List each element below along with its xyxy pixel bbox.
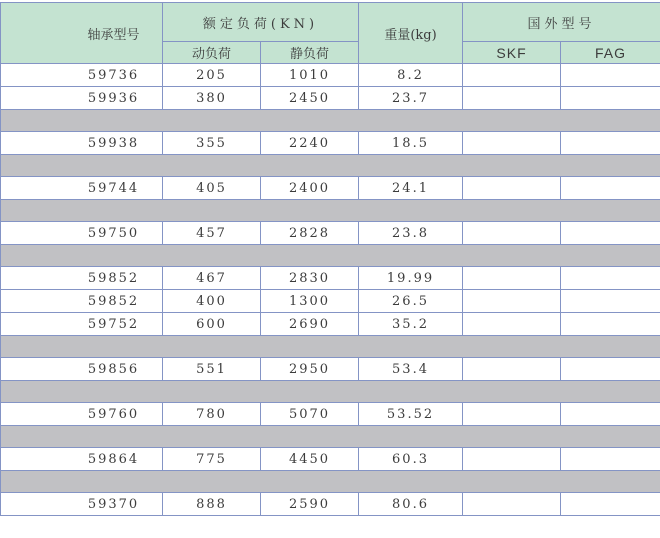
cell-weight: 26.5 bbox=[359, 290, 463, 313]
separator-row bbox=[1, 200, 660, 222]
table-row bbox=[1, 448, 660, 471]
header-dynamic-load: 动负荷 bbox=[163, 42, 261, 64]
table-row bbox=[1, 132, 660, 155]
cell-static-load: 2828 bbox=[261, 222, 359, 245]
table-row bbox=[1, 177, 660, 200]
cell-model: 59936 bbox=[1, 87, 163, 110]
cell-dynamic-load: 457 bbox=[163, 222, 261, 245]
cell-fag bbox=[561, 290, 660, 313]
cell-skf bbox=[463, 87, 561, 110]
table-row bbox=[1, 64, 660, 87]
table-row bbox=[1, 313, 660, 336]
table-row bbox=[1, 493, 660, 516]
bearing-spec-table bbox=[0, 2, 660, 516]
cell-skf bbox=[463, 290, 561, 313]
cell-skf bbox=[463, 267, 561, 290]
cell-static-load: 1300 bbox=[261, 290, 359, 313]
table-row bbox=[1, 290, 660, 313]
cell-model: 59852 bbox=[1, 267, 163, 290]
cell-dynamic-load: 888 bbox=[163, 493, 261, 516]
cell-fag bbox=[561, 64, 660, 87]
separator-band bbox=[1, 155, 660, 177]
cell-model: 59736 bbox=[1, 64, 163, 87]
separator-band bbox=[1, 471, 660, 493]
cell-static-load: 2830 bbox=[261, 267, 359, 290]
cell-static-load: 1010 bbox=[261, 64, 359, 87]
header-foreign-model: 国外型号 bbox=[463, 3, 660, 42]
cell-static-load: 4450 bbox=[261, 448, 359, 471]
cell-static-load: 2950 bbox=[261, 358, 359, 381]
cell-weight: 35.2 bbox=[359, 313, 463, 336]
separator-band bbox=[1, 381, 660, 403]
separator-band bbox=[1, 336, 660, 358]
separator-row bbox=[1, 426, 660, 448]
cell-skf bbox=[463, 313, 561, 336]
cell-dynamic-load: 780 bbox=[163, 403, 261, 426]
cell-fag bbox=[561, 267, 660, 290]
separator-row bbox=[1, 471, 660, 493]
cell-model: 59744 bbox=[1, 177, 163, 200]
cell-weight: 8.2 bbox=[359, 64, 463, 87]
cell-static-load: 2450 bbox=[261, 87, 359, 110]
table-row bbox=[1, 222, 660, 245]
table-row bbox=[1, 358, 660, 381]
cell-model: 59852 bbox=[1, 290, 163, 313]
separator-row bbox=[1, 155, 660, 177]
cell-skf bbox=[463, 358, 561, 381]
cell-dynamic-load: 405 bbox=[163, 177, 261, 200]
cell-dynamic-load: 467 bbox=[163, 267, 261, 290]
cell-dynamic-load: 380 bbox=[163, 87, 261, 110]
cell-model: 59370 bbox=[1, 493, 163, 516]
cell-dynamic-load: 205 bbox=[163, 64, 261, 87]
cell-weight: 23.7 bbox=[359, 87, 463, 110]
cell-skf bbox=[463, 403, 561, 426]
cell-weight: 60.3 bbox=[359, 448, 463, 471]
cell-fag bbox=[561, 177, 660, 200]
cell-weight: 53.52 bbox=[359, 403, 463, 426]
cell-weight: 80.6 bbox=[359, 493, 463, 516]
cell-dynamic-load: 400 bbox=[163, 290, 261, 313]
cell-static-load: 2590 bbox=[261, 493, 359, 516]
cell-static-load: 2690 bbox=[261, 313, 359, 336]
cell-weight: 19.99 bbox=[359, 267, 463, 290]
table-row bbox=[1, 267, 660, 290]
separator-row bbox=[1, 110, 660, 132]
cell-dynamic-load: 551 bbox=[163, 358, 261, 381]
separator-row bbox=[1, 336, 660, 358]
table-row bbox=[1, 87, 660, 110]
cell-dynamic-load: 355 bbox=[163, 132, 261, 155]
cell-weight: 18.5 bbox=[359, 132, 463, 155]
separator-row bbox=[1, 381, 660, 403]
cell-fag bbox=[561, 358, 660, 381]
table-body bbox=[1, 64, 660, 516]
header-static-load: 静负荷 bbox=[261, 42, 359, 64]
cell-model: 59938 bbox=[1, 132, 163, 155]
cell-skf bbox=[463, 132, 561, 155]
cell-static-load: 2400 bbox=[261, 177, 359, 200]
separator-row bbox=[1, 245, 660, 267]
cell-model: 59856 bbox=[1, 358, 163, 381]
header-fag: FAG bbox=[561, 42, 660, 64]
cell-dynamic-load: 600 bbox=[163, 313, 261, 336]
cell-fag bbox=[561, 493, 660, 516]
header-skf: SKF bbox=[463, 42, 561, 64]
cell-fag bbox=[561, 132, 660, 155]
cell-skf bbox=[463, 64, 561, 87]
separator-band bbox=[1, 200, 660, 222]
cell-skf bbox=[463, 222, 561, 245]
table-header bbox=[1, 3, 660, 64]
separator-band bbox=[1, 110, 660, 132]
cell-dynamic-load: 775 bbox=[163, 448, 261, 471]
cell-skf bbox=[463, 177, 561, 200]
cell-static-load: 5070 bbox=[261, 403, 359, 426]
cell-fag bbox=[561, 448, 660, 471]
separator-band bbox=[1, 426, 660, 448]
table-row bbox=[1, 403, 660, 426]
cell-skf bbox=[463, 448, 561, 471]
separator-band bbox=[1, 245, 660, 267]
cell-static-load: 2240 bbox=[261, 132, 359, 155]
cell-model: 59750 bbox=[1, 222, 163, 245]
cell-fag bbox=[561, 403, 660, 426]
header-bearing-model: 轴承型号 bbox=[1, 3, 163, 64]
header-weight: 重量(kg) bbox=[359, 3, 463, 64]
cell-model: 59752 bbox=[1, 313, 163, 336]
header-row-top bbox=[1, 3, 660, 42]
cell-skf bbox=[463, 493, 561, 516]
cell-weight: 24.1 bbox=[359, 177, 463, 200]
cell-fag bbox=[561, 87, 660, 110]
cell-fag bbox=[561, 222, 660, 245]
cell-model: 59864 bbox=[1, 448, 163, 471]
cell-weight: 53.4 bbox=[359, 358, 463, 381]
cell-fag bbox=[561, 313, 660, 336]
cell-weight: 23.8 bbox=[359, 222, 463, 245]
header-rated-load: 额定负荷(KN) bbox=[163, 3, 359, 42]
cell-model: 59760 bbox=[1, 403, 163, 426]
